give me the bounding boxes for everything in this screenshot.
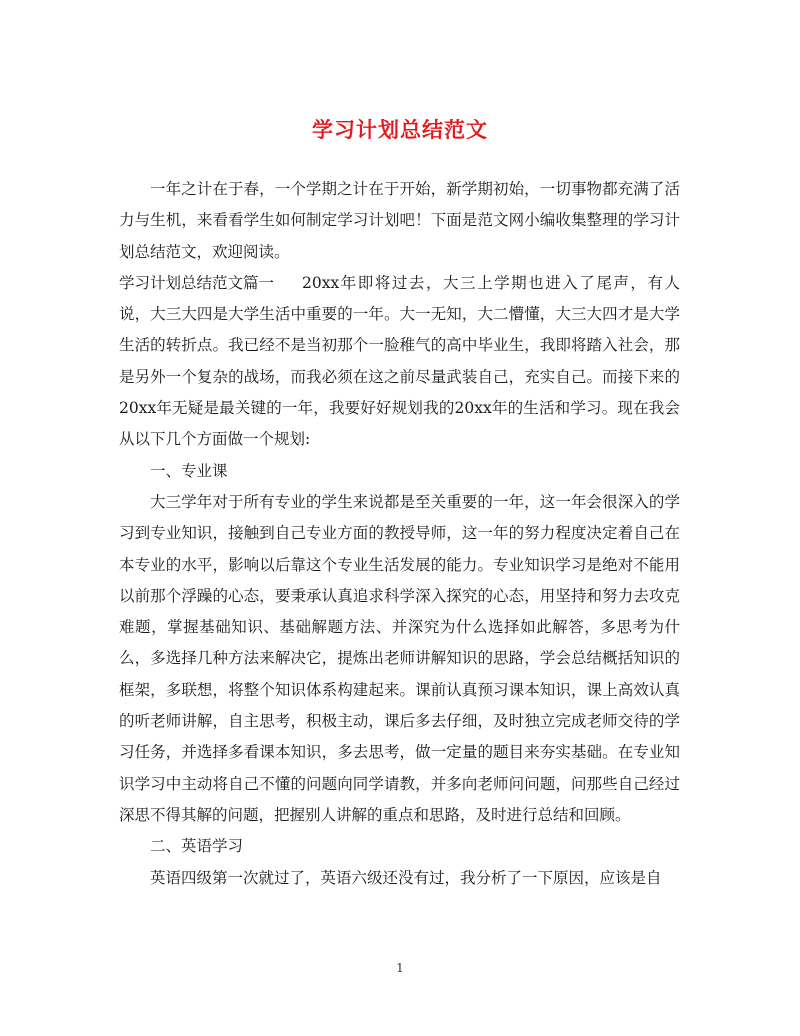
section-heading-major: 一、专业课: [150, 461, 228, 480]
document-body: [119, 174, 680, 894]
intro-paragraph: 一年之计在于春，一个学期之计在于开始，新学期初始，一切事物都充满了活力与生机，来看看学生如何制定学习计划吧！下面是范文网小编收集整理的学习计划总结范文，欢迎阅读。: [119, 180, 680, 261]
article-label: 学习计划总结范文篇一: [119, 273, 275, 292]
section-body-major: 大三学年对于所有专业的学生来说都是至关重要的一年，这一年会很深入的学习到专业知识，接触到自己专业方面的教授导师，这一年的努力程度决定着自己在本专业的水平，影响以后靠这个专业生活发展的能力。专业知识学习是绝对不能用以前那个浮躁的心态，要秉承认真追求科学深入探究的心态，用坚持和努力去攻克难题，掌握基础知识、基础解题方法、并深究为什么选择如此解答，多思考为什么，多选择几种方法来解决它，提炼出老师讲解知识的思路，学会总结概括知识的框架，多联想，将整个知识体系构建起来。课前认真预习课本知识，课上高效认真的听老师讲解，自主思考，积极主动，课后多去仔细，及时独立完成老师交待的学习任务，并选择多看课本知识，多去思考，做一定量的题目来夯实基础。在专业知识学习中主动将自己不懂的问题向同学请教，并多向老师问问题，问那些自己经过深思不得其解的问题，把握别人讲解的重点和思路，及时进行总结和回顾。: [119, 492, 680, 824]
section-body-english: 英语四级第一次就过了，英语六级还没有过，我分析了一下原因，应该是自: [150, 868, 662, 887]
page-title: 学习计划总结范文: [312, 117, 488, 142]
article-text: 20xx年即将过去，大三上学期也进入了尾声，有人说，大三大四是大学生活中重要的一年。大一无知，大二懵懂，大三大四才是大学生活的转折点。我已经不是当初那个一脸稚气的高中毕业生，我即将踏入社会，那是另外一个复杂的战场，而我必须在这之前尽量武装自己，充实自己。而接下来的20xx年无疑是最关键的一年，我要好好规划我的20xx年的生活和学习。现在我会从以下几个方面做一个规划:: [119, 273, 680, 449]
page-number: 1: [396, 961, 404, 975]
article-paragraph: [119, 268, 680, 456]
section-heading-english: 二、英语学习: [150, 837, 244, 856]
